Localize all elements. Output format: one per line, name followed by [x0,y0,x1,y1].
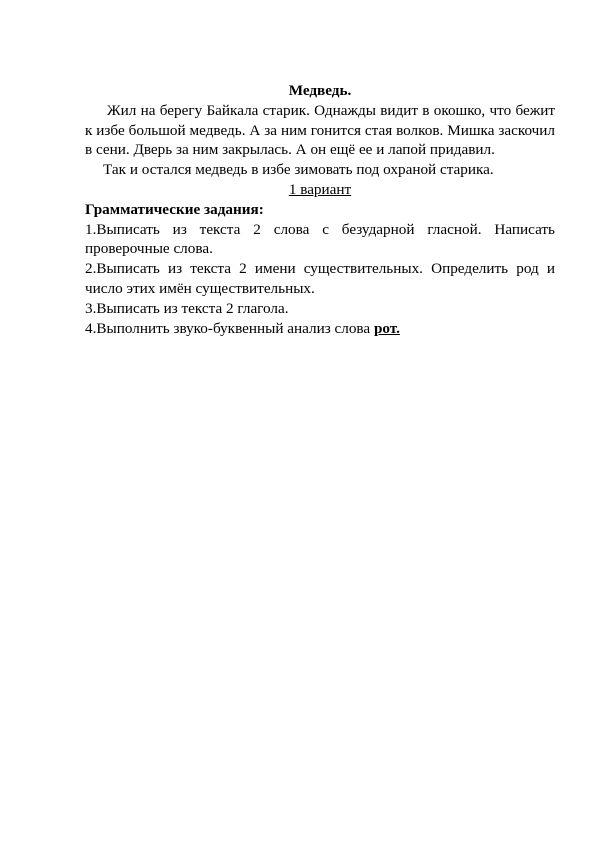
document-title: Медведь. [288,82,352,99]
task-4-target-word: рот. [373,319,400,337]
tasks-heading: Грамматические задания: [85,200,264,218]
task-4 [85,319,555,339]
task-1: 1.Выписать из текста 2 слова с безударной гласной. Написать проверочные слова. [85,220,555,258]
story-paragraph-2: Так и остался медведь в избе зимовать под охраной старика. [103,161,494,179]
task-4-text: 4.Выполнить звуко-буквенный анализ слова [85,319,374,337]
task-2: 2.Выписать из текста 2 имени существительных. Определить род и число этих имён существительных. [85,260,555,297]
variant-label: 1 вариант [288,180,352,198]
story-paragraph-1: Жил на берегу Байкала старик. Однажды видит в окошко, что бежит к избе большой медведь. А за ним гонится стая волков. Мишка заскочил в сени. Дверь за ним закрылась. А он ещё ее и лапой придавил. [85,101,555,159]
task-3: 3.Выписать из текста 2 глагола. [85,299,289,317]
document-content [85,81,555,338]
